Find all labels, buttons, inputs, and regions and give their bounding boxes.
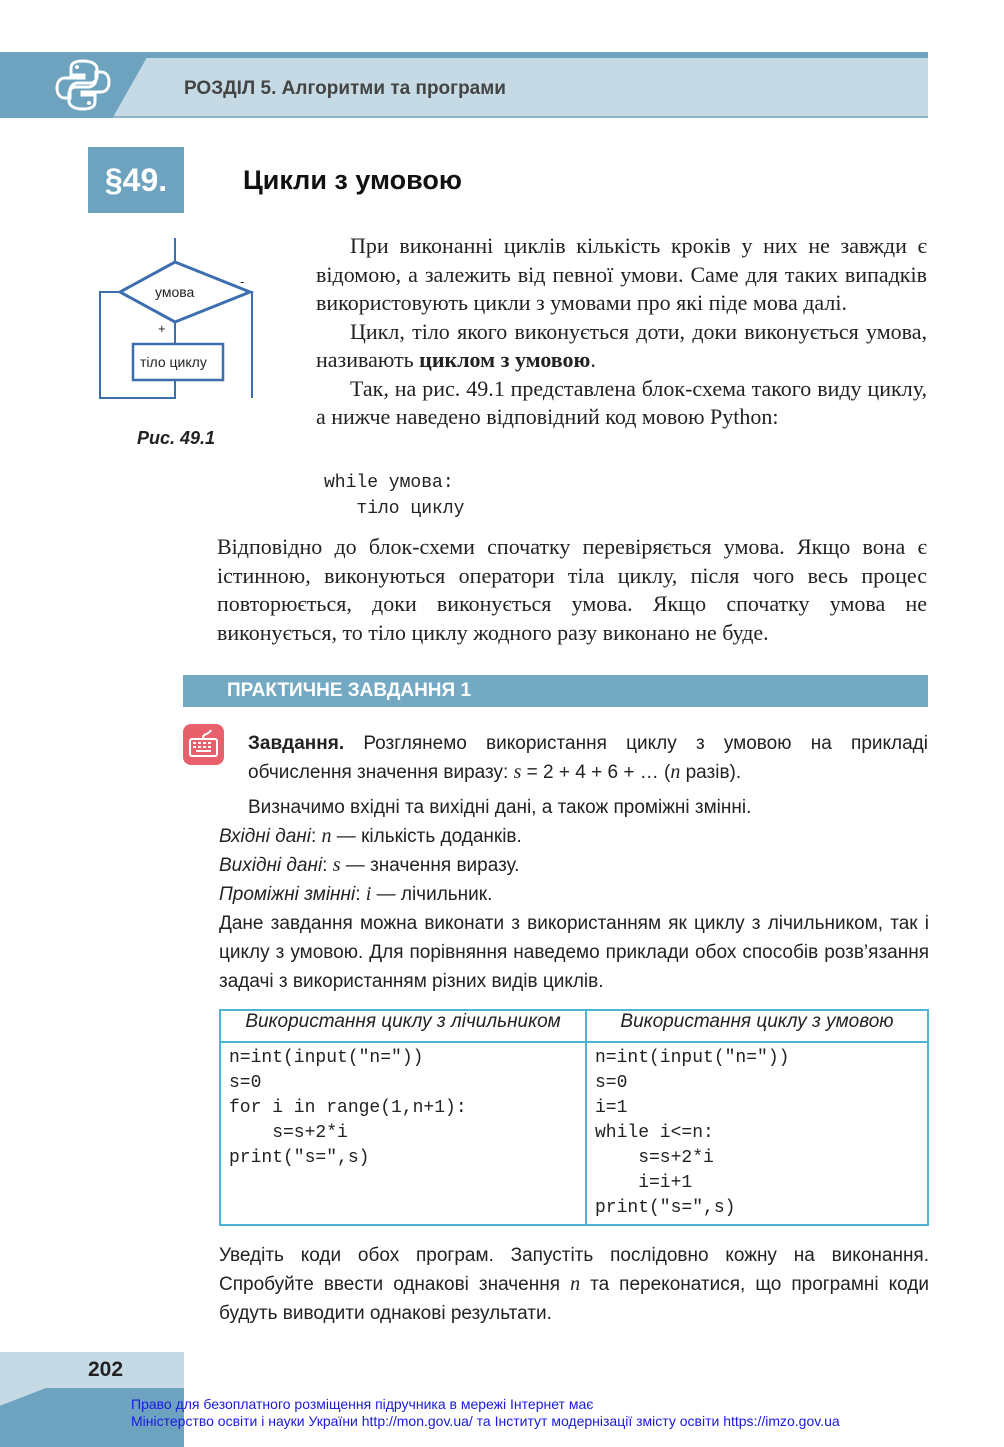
intro-paragraph-3: Так, на рис. 49.1 представлена блок-схема такого виду циклу, а нижче наведено відповідний код мовою Python: [316, 375, 927, 429]
final-instruction: Уведіть коди обох програм. Запустіть послідовно кожну на виконання. Спробуйте ввести однакові значення n та переконатися, що програмні коди будуть виводити однакові результати. [219, 1245, 930, 1324]
flowchart-condition: умова [155, 284, 195, 300]
code-for-loop: n=int(input("n=")) s=0 for i in range(1,n+1): s=s+2*i print("s=",s) [220, 1042, 586, 1225]
chapter-title: РОЗДІЛ 5. Алгоритми та програми [184, 78, 506, 99]
term-highlight: циклом з умовою [419, 347, 591, 372]
copyright-line-1: Право для безоплатного розміщення підручника в мережі Інтернет має [131, 1396, 594, 1412]
code-while-loop: n=int(input("n=")) s=0 i=1 while i<=n: s=s+2*i i=i+1 print("s=",s) [586, 1042, 928, 1225]
table-header: Використання циклу з умовою [586, 1010, 928, 1042]
practice-banner: ПРАКТИЧНЕ ЗАВДАННЯ 1 [183, 675, 928, 707]
input-data-line: Вхідні дані: n — кількість доданків. [219, 825, 522, 847]
table-header: Використання циклу з лічильником [220, 1010, 586, 1042]
output-data-line: Вихідні дані: s — значення виразу. [219, 854, 520, 876]
flowchart-diagram [95, 238, 265, 413]
flowchart-minus: - [240, 274, 245, 289]
intro-paragraph-2: Цикл, тіло якого виконується доти, доки виконується умова, називають циклом з умовою. [316, 318, 927, 372]
task-details [219, 793, 929, 996]
copyright-notice [131, 1396, 840, 1430]
intro-text [316, 232, 927, 432]
explanation-paragraph: Відповідно до блок-схеми спочатку перевіряється умова. Якщо вона є істинною, виконуються оператори тіла циклу, після чого весь процес повторюється, доки виконується умова. Якщо спочатку умова не виконується, то тіло циклу жодного разу виконано не буде. [217, 534, 927, 645]
task-line: Визначимо вхідні та вихідні дані, а також проміжні змінні. [248, 797, 752, 818]
intermediate-vars-line: Проміжні змінні: i — лічильник. [219, 883, 493, 905]
intro-paragraph-1: При виконанні циклів кількість кроків у них не завжди є відомою, а залежить від певної умови. Саме для таких випадків використовують цикли з умовами про які піде мова далі. [316, 233, 927, 315]
keyboard-icon [183, 724, 224, 765]
figure-caption: Рис. 49.1 [137, 428, 216, 448]
section-title: Цикли з умовою [243, 165, 462, 195]
flowchart-plus: + [158, 321, 166, 336]
code-comparison-table [219, 1009, 929, 1226]
page-number: 202 [88, 1358, 124, 1381]
comparison-paragraph: Дане завдання можна виконати з використанням як циклу з лічильником, так і циклу з умовою. Для порівняння наведемо приклади обох способів розв’язання задачі з використанням різних видів циклів. [219, 913, 929, 992]
task-statement: Завдання. Розглянемо використання циклу з умовою на прикладі обчислення значення виразу: s = 2 + 4 + 6 + … (n разів). [248, 733, 928, 783]
copyright-line-2: Міністерство освіти і науки України http://mon.gov.ua/ та Інститут модернізації змісту освіти https://imzo.gov.ua [131, 1413, 840, 1429]
flowchart-body: тіло циклу [140, 354, 207, 370]
section-number: §49. [88, 147, 184, 213]
code-snippet-while: while умова: тіло циклу [324, 473, 465, 519]
python-logo-icon [55, 58, 111, 112]
